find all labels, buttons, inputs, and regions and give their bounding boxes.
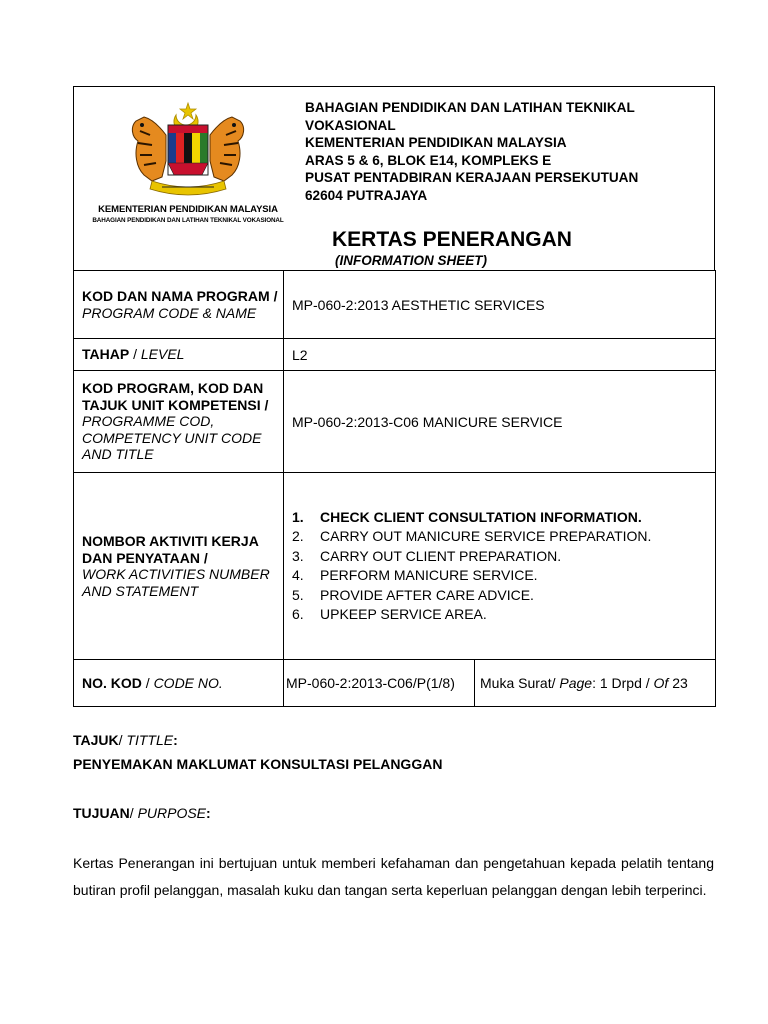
unit-value: MP-060-2:2013-C06 MANICURE SERVICE	[284, 371, 716, 473]
list-item: 1. CHECK CLIENT CONSULTATION INFORMATION.	[292, 508, 642, 525]
code-label: NO. KOD / CODE NO.	[74, 660, 284, 707]
document-title: KERTAS PENERANGAN	[332, 228, 572, 251]
logo-ministry-text: KEMENTERIAN PENDIDIKAN MALAYSIA	[98, 204, 278, 215]
list-item: 4. PERFORM MANICURE SERVICE.	[292, 567, 538, 583]
address-line: VOKASIONAL	[305, 117, 396, 133]
title-value: PENYEMAKAN MAKLUMAT KONSULTASI PELANGGAN	[73, 756, 443, 772]
unit-label: KOD PROGRAM, KOD DAN TAJUK UNIT KOMPETENSI / PROGRAMME COD, COMPETENCY UNIT CODE AND TITLE	[74, 371, 284, 473]
code-value: MP-060-2:2013-C06/P(1/8)	[284, 660, 475, 707]
address-line: BAHAGIAN PENDIDIKAN DAN LATIHAN TEKNIKAL	[305, 100, 635, 115]
coat-of-arms-icon	[122, 101, 254, 201]
level-label: TAHAP / LEVEL	[74, 339, 284, 371]
table-row	[74, 371, 716, 473]
title-heading: TAJUK/ TITTLE:	[73, 732, 178, 748]
address-line: ARAS 5 & 6, BLOK E14, KOMPLEKS E	[305, 152, 552, 168]
header-box	[73, 86, 715, 271]
activities-label: NOMBOR AKTIVITI KERJA DAN PENYATAAN / WORK ACTIVITIES NUMBER AND STATEMENT	[74, 473, 284, 660]
program-label: KOD DAN NAMA PROGRAM / PROGRAM CODE & NAME	[74, 271, 284, 339]
document-subtitle: (INFORMATION SHEET)	[335, 253, 487, 268]
level-value: L2	[284, 339, 716, 371]
program-value: MP-060-2:2013 AESTHETIC SERVICES	[284, 271, 716, 339]
table-row	[74, 660, 716, 707]
purpose-heading: TUJUAN/ PURPOSE:	[73, 805, 211, 821]
table-row	[74, 271, 716, 339]
address-line: 62604 PUTRAJAYA	[305, 187, 428, 203]
info-table	[73, 270, 716, 707]
list-item: 2. CARRY OUT MANICURE SERVICE PREPARATION.	[292, 528, 652, 544]
page-info: Muka Surat/ Page: 1 Drpd / Of 23	[475, 660, 716, 707]
list-item: 3. CARRY OUT CLIENT PREPARATION.	[292, 547, 562, 564]
activities-list-cell	[284, 473, 716, 660]
activities-list	[292, 508, 715, 625]
address-block	[305, 99, 705, 204]
address-line: PUSAT PENTADBIRAN KERAJAAN PERSEKUTUAN	[305, 170, 639, 185]
address-line: KEMENTERIAN PENDIDIKAN MALAYSIA	[305, 135, 567, 150]
list-item: 6. UPKEEP SERVICE AREA.	[292, 606, 487, 622]
table-row	[74, 339, 716, 371]
table-row	[74, 473, 716, 660]
logo-division-text: BAHAGIAN PENDIDIKAN DAN LATIHAN TEKNIKAL VOKASIONAL	[92, 217, 284, 224]
ministry-logo	[80, 101, 296, 241]
purpose-paragraph: Kertas Penerangan ini bertujuan untuk memberi kefahaman dan pengetahuan kepada pelatih tentang butiran profil pelanggan, masalah kuku dan tangan serta keperluan pelanggan dengan lebih terperinci.	[73, 855, 714, 898]
list-item: 5. PROVIDE AFTER CARE ADVICE.	[292, 586, 534, 603]
